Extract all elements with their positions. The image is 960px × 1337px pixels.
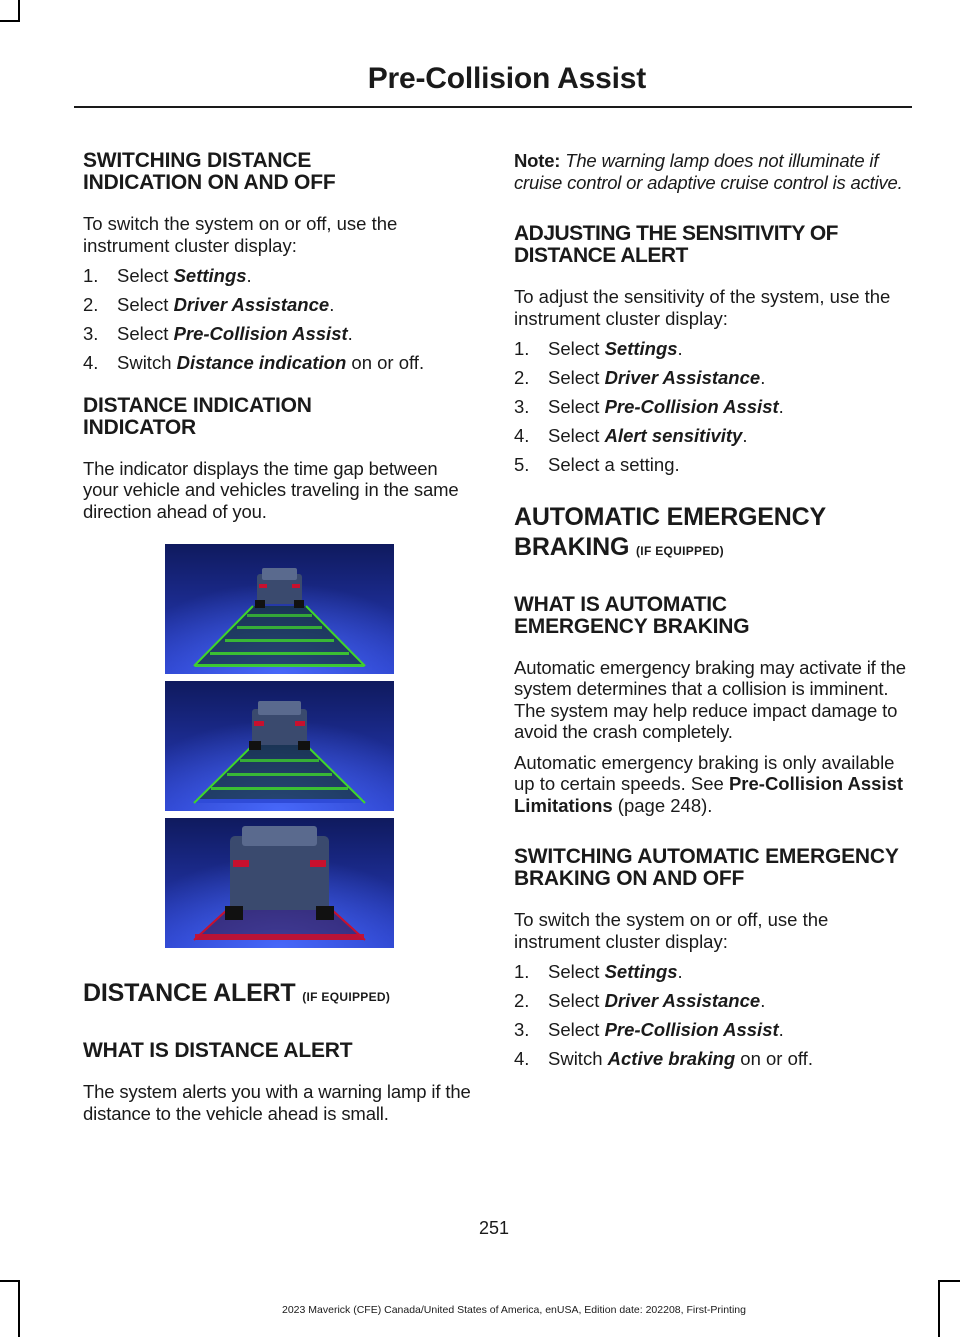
menu-keyword: Settings: [604, 961, 678, 982]
list-item: [514, 1019, 910, 1041]
step-text: Select Settings.: [117, 265, 252, 286]
truck-icon: [225, 826, 334, 920]
menu-keyword: Distance indication: [176, 352, 347, 373]
section-heading: [83, 978, 475, 1012]
list-item: [514, 367, 910, 389]
step-number: 3.: [514, 396, 530, 417]
list-item: [514, 396, 910, 418]
list-item: [514, 1048, 910, 1070]
step-number: 4.: [83, 352, 99, 373]
distance-panel-far: [165, 544, 394, 674]
step-text: Select Settings.: [548, 961, 683, 982]
menu-keyword: Driver Assistance: [604, 367, 761, 388]
section-heading: SWITCHING DISTANCE INDICATION ON AND OFF: [83, 149, 336, 194]
step-text: Select a setting.: [548, 454, 680, 475]
equipped-tag: (IF EQUIPPED): [636, 543, 724, 558]
section-heading-text: DISTANCE ALERT: [83, 979, 296, 1007]
paragraph-text: (page 248).: [612, 794, 713, 816]
menu-keyword: Driver Assistance: [604, 990, 761, 1011]
menu-keyword: Pre-Collision Assist: [173, 323, 348, 344]
menu-keyword: Pre-Collision Assist: [604, 1019, 779, 1040]
step-number: 5.: [514, 454, 530, 475]
step-number: 2.: [83, 294, 99, 315]
step-number: 4.: [514, 1048, 530, 1069]
steps-list: [514, 961, 910, 1070]
list-item: [514, 454, 910, 476]
paragraph: The system alerts you with a warning lamp if the distance to the vehicle ahead is small.: [83, 1081, 471, 1124]
distance-indication-illustration: [165, 544, 394, 955]
list-item: [83, 294, 475, 316]
crop-mark: [18, 0, 20, 22]
step-text: Select Driver Assistance.: [548, 367, 766, 388]
crop-mark: [938, 1280, 960, 1282]
paragraph: Automatic emergency braking may activate if the system determines that a collision is imminent. The system may help reduce impact damage to avoid the crash completely.: [514, 656, 906, 742]
note-label: Note:: [514, 150, 561, 171]
section-heading: [514, 532, 910, 566]
crop-mark: [0, 1280, 20, 1282]
equipped-tag: (IF EQUIPPED): [302, 990, 391, 1004]
truck-icon: [255, 568, 304, 608]
menu-keyword: Pre-Collision Assist: [604, 396, 779, 417]
steps-list: [83, 265, 475, 374]
section-heading: ADJUSTING THE SENSITIVITY OF DISTANCE ALERT: [514, 222, 838, 267]
step-number: 2.: [514, 990, 530, 1011]
paragraph: To switch the system on or off, use the instrument cluster display:: [83, 213, 398, 256]
paragraph: To switch the system on or off, use the instrument cluster display:: [514, 909, 829, 952]
step-text: Select Driver Assistance.: [548, 990, 766, 1011]
step-number: 2.: [514, 367, 530, 388]
section-heading-text: BRAKING: [514, 532, 630, 561]
right-column: [514, 150, 910, 1077]
menu-keyword: Settings: [604, 338, 678, 359]
list-item: [514, 990, 910, 1012]
distance-panel-medium: [165, 681, 394, 811]
crop-mark: [0, 20, 20, 22]
subsection-heading: WHAT IS DISTANCE ALERT: [83, 1039, 353, 1062]
step-text: Select Pre-Collision Assist.: [117, 323, 353, 344]
page-title: Pre-Collision Assist: [367, 62, 646, 95]
page-number: 251: [478, 1218, 510, 1238]
step-text: Select Pre-Collision Assist.: [548, 396, 784, 417]
step-number: 1.: [514, 338, 530, 359]
step-text: Switch Distance indication on or off.: [117, 352, 425, 373]
list-item: [83, 323, 475, 345]
paragraph: The indicator displays the time gap between your vehicle and vehicles traveling in the same direction ahead of you.: [83, 457, 459, 522]
section-heading: [514, 502, 910, 532]
distance-panel-near: [165, 818, 394, 948]
step-number: 3.: [514, 1019, 530, 1040]
step-text: Select Driver Assistance.: [117, 294, 335, 315]
section-heading: SWITCHING AUTOMATIC EMERGENCY BRAKING ON AND OFF: [514, 845, 899, 890]
menu-keyword: Driver Assistance: [173, 294, 330, 315]
cross-reference-link[interactable]: Pre-Collision Assist Limitations: [514, 773, 904, 816]
paragraph: To adjust the sensitivity of the system, use the instrument cluster display:: [514, 286, 891, 329]
list-item: [514, 961, 910, 983]
subsection-heading: WHAT IS AUTOMATIC EMERGENCY BRAKING: [514, 592, 750, 638]
edition-info: 2023 Maverick (CFE) Canada/United States of America, enUSA, Edition date: 202208, First-Printing: [282, 1304, 746, 1316]
section-heading-text: AUTOMATIC EMERGENCY: [514, 502, 826, 531]
note: [514, 150, 910, 193]
step-number: 1.: [514, 961, 530, 982]
list-item: [514, 338, 910, 360]
step-number: 1.: [83, 265, 99, 286]
note-text: The warning lamp does not illuminate if cruise control or adaptive cruise control is active.: [514, 150, 903, 193]
step-number: 4.: [514, 425, 530, 446]
list-item: [83, 352, 475, 374]
step-text: Select Alert sensitivity.: [548, 425, 748, 446]
step-text: Select Pre-Collision Assist.: [548, 1019, 784, 1040]
header-divider: [74, 106, 912, 108]
step-text: Select Settings.: [548, 338, 683, 359]
paragraph: [514, 752, 910, 817]
menu-keyword: Active braking: [607, 1048, 736, 1069]
steps-list: [514, 338, 910, 476]
step-text: Switch Active braking on or off.: [548, 1048, 813, 1069]
step-number: 3.: [83, 323, 99, 344]
section-heading: DISTANCE INDICATION INDICATOR: [83, 393, 312, 439]
list-item: [83, 265, 475, 287]
list-item: [514, 425, 910, 447]
menu-keyword: Settings: [173, 265, 247, 286]
menu-keyword: Alert sensitivity: [604, 425, 743, 446]
truck-icon: [249, 701, 310, 750]
paragraph-text: Automatic emergency braking is only available up to certain speeds. See: [514, 751, 895, 794]
